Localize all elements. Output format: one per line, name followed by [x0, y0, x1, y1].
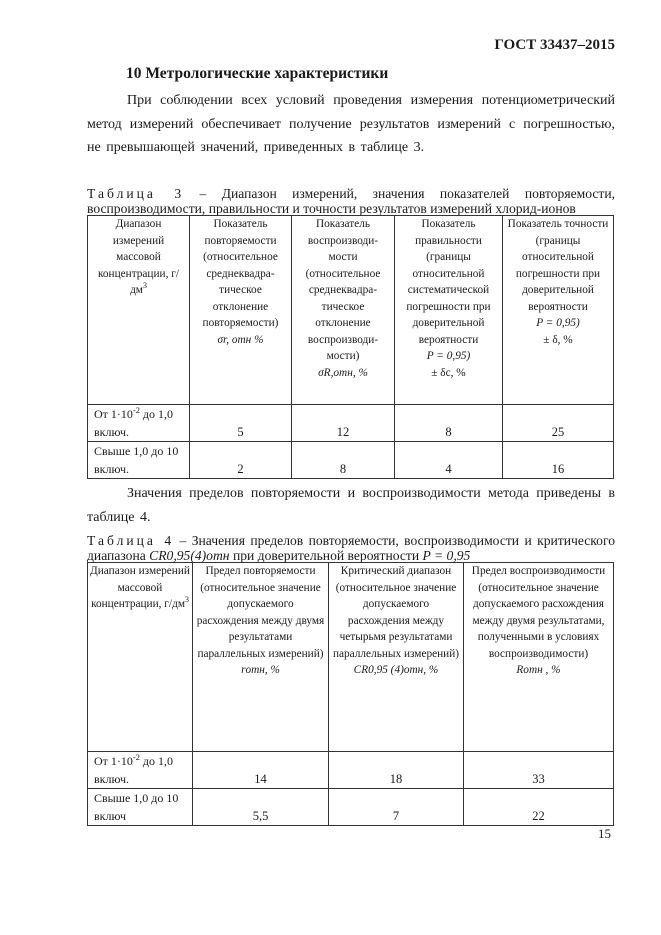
paragraph-intro: При соблюдении всех условий проведения измерения потенциометрический метод измерений обеспечивает получение результатов измерений с погрешностью, не превышающей значений, приведенных в таблице 3. [87, 93, 615, 155]
table4 [87, 562, 614, 826]
value-cell: 16 [503, 442, 614, 479]
table3-header-row [88, 216, 614, 405]
value-cell: 25 [503, 405, 614, 442]
table-row [88, 752, 614, 789]
range-cell: Свыше 1,0 до 10 включ. [88, 442, 190, 479]
page-number: 15 [598, 826, 611, 841]
table3-header-trueness: Показатель правильности (границы относительной систематической погрешности при доверительной вероятности P = 0,95) ± δс, % [395, 216, 503, 405]
range-cell: Свыше 1,0 до 10 включ [88, 789, 193, 826]
range-cell: От $1\cdot 10^{-2}$ до 1,0 включ. [88, 752, 193, 789]
table4-caption-p: P = 0,95 [422, 548, 471, 563]
table4-header-critical-range: Критический диапазон (относительное значение допускаемого расхождения между четырьмя результатами параллельных измерений) CR0,95 (4)отн, % [329, 563, 464, 752]
table-row [88, 789, 614, 826]
table3-header-accuracy: Показатель точности (границы относительной погрешности при доверительной вероятности P = 0,95) ± δ, % [503, 216, 614, 405]
value-cell: 22 [464, 789, 614, 826]
table4-header-range: Диапазон измерений массовой концентрации, $г/дм^3$ [88, 563, 193, 752]
value-cell: 2 [190, 442, 292, 479]
table3-header-range: Диапазон измерений массовой концентрации, $г/дм^3$ [88, 216, 190, 405]
table4-caption-text: – Значения пределов повторяемости, воспроизводимости и критического диапазона [87, 533, 615, 563]
value-cell: 5,5 [193, 789, 329, 826]
table-row [88, 405, 614, 442]
value-cell: 7 [329, 789, 464, 826]
table3-label: Таблица 3 [87, 186, 185, 201]
standard-code: ГОСТ 33437–2015 [494, 37, 615, 53]
table4-caption [87, 533, 615, 563]
table3 [87, 215, 614, 479]
value-cell: 5 [190, 405, 292, 442]
value-cell: 4 [395, 442, 503, 479]
table3-caption [87, 186, 615, 216]
value-cell: 33 [464, 752, 614, 789]
table4-caption-end: при доверительной вероятности [232, 548, 420, 563]
table3-header-repeatability: Показатель повторяемости (относительное среднеквадра-тическое отклонение повторяемости) σr, отн % [190, 216, 292, 405]
value-cell: 8 [395, 405, 503, 442]
table4-caption-symbol: CR0,95(4)отн [149, 548, 230, 563]
value-cell: 8 [292, 442, 395, 479]
table-row [88, 442, 614, 479]
table4-header-reproducibility-limit: Предел воспроизводимости (относительное значение допускаемого расхождения между двумя результатами, полученными в условиях воспроизводимости) Rотн , % [464, 563, 614, 752]
value-cell: 18 [329, 752, 464, 789]
range-cell: От $1\cdot 10^{-2}$ до 1,0 включ. [88, 405, 190, 442]
table3-header-reproducibility: Показатель воспроизводи-мости (относительное среднеквадра-тическое отклонение воспроизводи-мости) σR,отн, % [292, 216, 395, 405]
table4-header-row [88, 563, 614, 752]
value-cell: 14 [193, 752, 329, 789]
table3-caption-text: – Диапазон измерений, значения показателей повторяемости, воспроизводимости, правильности и точности результатов измерений хлорид-ионов [87, 186, 616, 216]
section-title: 10 Метрологические характеристики [126, 65, 389, 82]
table4-header-repeatability-limit: Предел повторяемости (относительное значение допускаемого расхождения между двумя результатами параллельных измерений) rотн, % [193, 563, 329, 752]
value-cell: 12 [292, 405, 395, 442]
paragraph-table4-intro: Значения пределов повторяемости и воспроизводимости метода приведены в таблице 4. [87, 486, 615, 525]
table4-label: Таблица 4 [87, 533, 175, 548]
